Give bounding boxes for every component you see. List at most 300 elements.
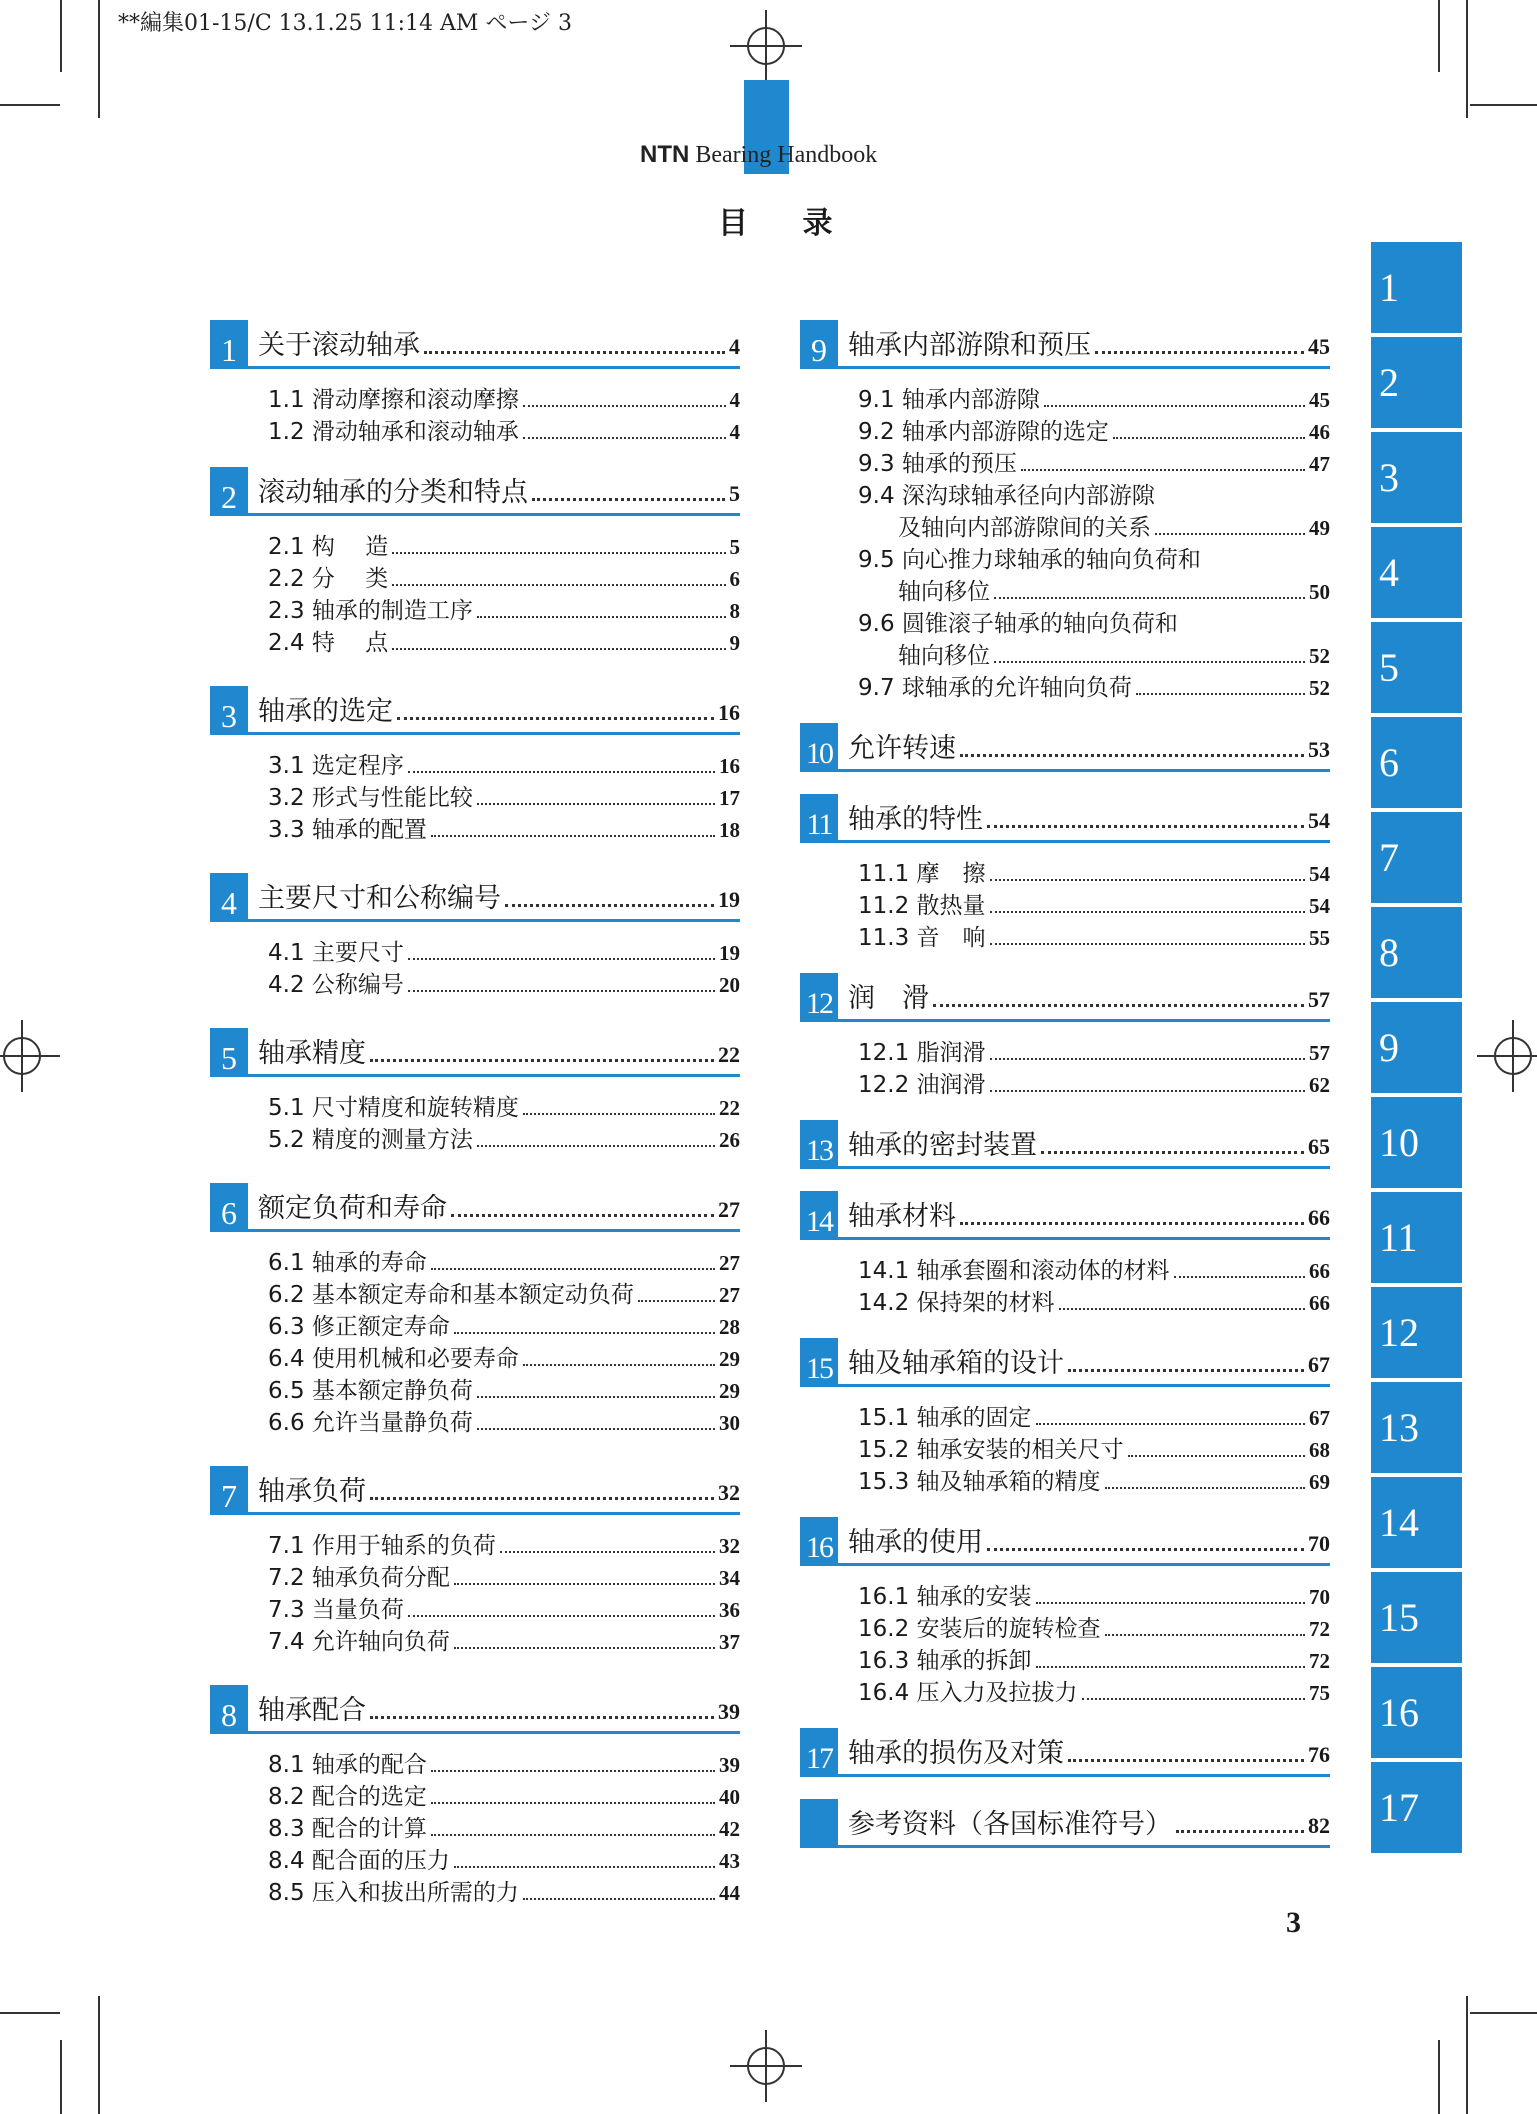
leader-dots <box>960 1222 1304 1225</box>
leader-dots <box>505 904 714 907</box>
section-page-number: 54 <box>1309 862 1330 886</box>
chapter-title-row <box>848 1341 1330 1384</box>
toc-chapter <box>800 1118 1330 1169</box>
section-title: 14.2 保持架的材料 <box>858 1290 1055 1316</box>
chapter-page-number: 5 <box>729 481 740 506</box>
chapter-tabs <box>1371 242 1462 1857</box>
section-entry[interactable] <box>268 1121 740 1153</box>
section-title: 14.1 轴承套圈和滚动体的材料 <box>858 1258 1170 1284</box>
crop-mark <box>0 104 60 106</box>
section-entry[interactable] <box>268 1276 740 1308</box>
section-page-number: 72 <box>1309 1649 1330 1673</box>
section-entry-line1[interactable]: 9.5 向心推力球轴承的轴向负荷和 <box>858 547 1201 573</box>
chapter-title: 轴承的密封装置 <box>848 1130 1037 1161</box>
section-entry-line1[interactable]: 9.4 深沟球轴承径向内部游隙 <box>858 483 1155 509</box>
section-title: 2.4 特 点 <box>268 630 389 656</box>
chapter-number-badge: 13 <box>800 1120 838 1166</box>
section-page-number: 75 <box>1309 1681 1330 1705</box>
chapter-tab-9[interactable]: 9 <box>1371 1002 1462 1093</box>
chapter-title-row <box>848 1731 1330 1774</box>
section-page-number: 16 <box>719 754 740 778</box>
section-entry[interactable] <box>268 1340 740 1372</box>
section-entry[interactable] <box>268 966 740 998</box>
chapter-page-number: 19 <box>718 887 740 912</box>
section-entry[interactable] <box>858 1674 1330 1706</box>
chapter-title-row <box>258 876 740 919</box>
section-title: 11.2 散热量 <box>858 893 986 919</box>
leader-dots <box>994 661 1305 663</box>
section-entry[interactable] <box>858 1610 1330 1642</box>
section-entry[interactable] <box>268 381 740 413</box>
section-title: 8.2 配合的选定 <box>268 1784 427 1810</box>
section-list <box>800 1240 1330 1316</box>
section-entry[interactable] <box>858 413 1330 445</box>
chapter-heading[interactable] <box>210 1683 740 1734</box>
section-title: 6.2 基本额定寿命和基本额定动负荷 <box>268 1282 634 1308</box>
leader-dots <box>1095 351 1304 354</box>
section-entry[interactable] <box>268 1527 740 1559</box>
chapter-tab-6[interactable]: 6 <box>1371 717 1462 808</box>
section-title: 5.1 尺寸精度和旋转精度 <box>268 1095 519 1121</box>
chapter-page-number: 45 <box>1308 334 1330 359</box>
section-list <box>210 1515 740 1655</box>
chapter-tab-10[interactable]: 10 <box>1371 1097 1462 1188</box>
section-list <box>210 922 740 998</box>
section-entry[interactable] <box>268 413 740 445</box>
leader-dots <box>638 1300 715 1302</box>
section-title: 15.3 轴及轴承箱的精度 <box>858 1469 1101 1495</box>
chapter-title: 轴承的特性 <box>848 804 983 835</box>
section-entry[interactable] <box>268 1842 740 1874</box>
chapter-title: 关于滚动轴承 <box>258 330 420 361</box>
chapter-heading[interactable] <box>210 684 740 735</box>
chapter-tab-2[interactable]: 2 <box>1371 337 1462 428</box>
section-page-number: 39 <box>719 1753 740 1777</box>
leader-dots <box>994 597 1305 599</box>
chapter-number-badge: 10 <box>800 723 838 769</box>
leader-dots <box>477 1145 715 1147</box>
section-page-number: 69 <box>1309 1470 1330 1494</box>
leader-dots <box>370 1059 714 1062</box>
crop-mark <box>0 2012 60 2014</box>
section-title: 9.2 轴承内部游隙的选定 <box>858 419 1109 445</box>
section-entry[interactable] <box>268 811 740 843</box>
chapter-number-badge: 14 <box>800 1191 838 1237</box>
chapter-title: 轴承精度 <box>258 1038 366 1069</box>
chapter-title: 轴承内部游隙和预压 <box>848 330 1091 361</box>
section-title: 16.1 轴承的安装 <box>858 1584 1032 1610</box>
leader-dots <box>1021 469 1305 471</box>
section-entry[interactable] <box>268 528 740 560</box>
leader-dots <box>408 771 715 773</box>
section-entry[interactable] <box>268 934 740 966</box>
leader-dots <box>431 835 715 837</box>
section-entry[interactable] <box>268 592 740 624</box>
leader-dots <box>397 717 714 720</box>
section-entry[interactable] <box>268 1404 740 1436</box>
section-entry[interactable] <box>858 381 1330 413</box>
toc-right-column <box>800 318 1330 1848</box>
section-entry[interactable] <box>268 1810 740 1842</box>
section-page-number: 27 <box>719 1283 740 1307</box>
leader-dots <box>392 552 725 554</box>
section-entry[interactable] <box>268 1591 740 1623</box>
chapter-title-row <box>848 797 1330 840</box>
section-title: 12.2 油润滑 <box>858 1072 986 1098</box>
crop-mark <box>60 0 62 72</box>
chapter-heading[interactable] <box>800 1726 1330 1777</box>
chapter-page-number: 57 <box>1308 987 1330 1012</box>
section-title: 轴向移位 <box>898 579 990 605</box>
leader-dots <box>370 1497 714 1500</box>
section-entry[interactable] <box>858 1066 1330 1098</box>
section-title: 5.2 精度的测量方法 <box>268 1127 473 1153</box>
toc-chapter <box>800 1336 1330 1495</box>
leader-dots <box>454 1583 715 1585</box>
section-page-number: 29 <box>719 1379 740 1403</box>
leader-dots <box>1082 1698 1305 1700</box>
chapter-number-badge: 1 <box>210 320 248 366</box>
chapter-heading[interactable] <box>800 971 1330 1022</box>
section-list <box>210 369 740 445</box>
handbook-title: Bearing Handbook <box>689 142 878 168</box>
leader-dots <box>1044 405 1305 407</box>
chapter-title-row <box>258 689 740 732</box>
chapter-tab-17[interactable]: 17 <box>1371 1762 1462 1853</box>
section-title: 15.2 轴承安装的相关尺寸 <box>858 1437 1124 1463</box>
chapter-tab-14[interactable]: 14 <box>1371 1477 1462 1568</box>
chapter-page-number: 66 <box>1308 1205 1330 1230</box>
leader-dots <box>523 437 726 439</box>
section-title: 11.1 摩 擦 <box>858 861 986 887</box>
leader-dots <box>370 1716 714 1719</box>
section-entry[interactable] <box>858 509 1330 541</box>
leader-dots <box>1068 1369 1304 1372</box>
leader-dots <box>1059 1308 1305 1310</box>
crop-mark <box>1438 0 1440 72</box>
section-title: 及轴向内部游隙间的关系 <box>898 515 1151 541</box>
chapter-title: 允许转速 <box>848 733 956 764</box>
chapter-page-number: 39 <box>718 1699 740 1724</box>
leader-dots <box>431 1802 715 1804</box>
section-entry[interactable] <box>858 887 1330 919</box>
chapter-heading[interactable] <box>210 871 740 922</box>
chapter-title-row <box>848 1520 1330 1563</box>
chapter-number-badge: 9 <box>800 320 838 366</box>
section-page-number: 68 <box>1309 1438 1330 1462</box>
section-entry[interactable] <box>268 1244 740 1276</box>
section-page-number: 4 <box>729 420 740 444</box>
section-title: 2.3 轴承的制造工序 <box>268 598 473 624</box>
chapter-title-row <box>848 1194 1330 1237</box>
leader-dots <box>477 1428 715 1430</box>
chapter-page-number: 32 <box>718 1480 740 1505</box>
chapter-page-number: 22 <box>718 1042 740 1067</box>
leader-dots <box>523 405 726 407</box>
chapter-title: 主要尺寸和公称编号 <box>258 883 501 914</box>
section-entry[interactable] <box>858 1399 1330 1431</box>
section-page-number: 46 <box>1309 420 1330 444</box>
section-page-number: 47 <box>1309 452 1330 476</box>
chapter-title-row <box>258 1031 740 1074</box>
leader-dots <box>990 879 1305 881</box>
crop-mark <box>60 2040 62 2114</box>
chapter-heading[interactable] <box>210 1181 740 1232</box>
chapter-heading[interactable] <box>800 1336 1330 1387</box>
chapter-heading[interactable] <box>800 1515 1330 1566</box>
leader-dots <box>424 351 725 354</box>
section-entry[interactable] <box>858 1034 1330 1066</box>
chapter-title: 轴承负荷 <box>258 1476 366 1507</box>
section-title: 6.6 允许当量静负荷 <box>268 1410 473 1436</box>
section-page-number: 67 <box>1309 1406 1330 1430</box>
chapter-tab-5[interactable]: 5 <box>1371 622 1462 713</box>
section-title: 6.1 轴承的寿命 <box>268 1250 427 1276</box>
section-page-number: 55 <box>1309 926 1330 950</box>
section-entry-line1[interactable]: 9.6 圆锥滚子轴承的轴向负荷和 <box>858 611 1178 637</box>
chapter-page-number: 16 <box>718 700 740 725</box>
chapter-page-number: 67 <box>1308 1352 1330 1377</box>
toc-chapter <box>210 871 740 998</box>
leader-dots <box>933 1004 1304 1007</box>
section-title: 2.2 分 类 <box>268 566 389 592</box>
registration-mark-icon <box>730 10 802 82</box>
section-page-number: 5 <box>729 535 740 559</box>
leader-dots <box>523 1364 715 1366</box>
section-page-number: 30 <box>719 1411 740 1435</box>
section-page-number: 32 <box>719 1534 740 1558</box>
section-title: 16.3 轴承的拆卸 <box>858 1648 1032 1674</box>
section-page-number: 19 <box>719 941 740 965</box>
leader-dots <box>454 1332 715 1334</box>
section-list <box>800 843 1330 951</box>
section-entry[interactable] <box>858 573 1330 605</box>
section-entry[interactable] <box>268 624 740 656</box>
chapter-heading[interactable] <box>800 1189 1330 1240</box>
section-entry[interactable] <box>268 1778 740 1810</box>
section-page-number: 52 <box>1309 644 1330 668</box>
section-entry[interactable] <box>268 1372 740 1404</box>
chapter-title-row <box>258 470 740 513</box>
section-title: 16.4 压入力及拉拔力 <box>858 1680 1078 1706</box>
section-entry[interactable] <box>268 560 740 592</box>
chapter-title-row <box>258 1469 740 1512</box>
section-entry[interactable] <box>858 1431 1330 1463</box>
chapter-tab-8[interactable]: 8 <box>1371 907 1462 998</box>
leader-dots <box>1136 693 1305 695</box>
toc-chapter <box>210 1464 740 1655</box>
chapter-heading[interactable] <box>210 1464 740 1515</box>
leader-dots <box>990 1090 1305 1092</box>
chapter-heading[interactable] <box>210 1026 740 1077</box>
toc-chapter <box>800 792 1330 951</box>
chapter-number-badge: 15 <box>800 1338 838 1384</box>
chapter-number-badge: 4 <box>210 873 248 919</box>
section-page-number: 72 <box>1309 1617 1330 1641</box>
chapter-tab-3[interactable]: 3 <box>1371 432 1462 523</box>
leader-dots <box>990 911 1305 913</box>
section-entry[interactable] <box>858 1284 1330 1316</box>
section-entry[interactable] <box>268 1089 740 1121</box>
chapter-tab-12[interactable]: 12 <box>1371 1287 1462 1378</box>
chapter-tab-7[interactable]: 7 <box>1371 812 1462 903</box>
section-list <box>210 1077 740 1153</box>
chapter-heading[interactable] <box>800 1797 1330 1848</box>
section-page-number: 40 <box>719 1785 740 1809</box>
section-entry[interactable] <box>268 747 740 779</box>
section-entry[interactable] <box>858 1252 1330 1284</box>
chapter-title-row <box>848 726 1330 769</box>
section-list <box>800 1566 1330 1706</box>
section-page-number: 52 <box>1309 676 1330 700</box>
chapter-heading[interactable] <box>210 318 740 369</box>
section-list <box>210 1232 740 1436</box>
section-entry[interactable] <box>858 1642 1330 1674</box>
section-title: 6.5 基本额定静负荷 <box>268 1378 473 1404</box>
section-page-number: 36 <box>719 1598 740 1622</box>
leader-dots <box>1174 1276 1305 1278</box>
section-page-number: 44 <box>719 1881 740 1905</box>
leader-dots <box>408 958 715 960</box>
chapter-title-row <box>258 1186 740 1229</box>
chapter-tab-4[interactable]: 4 <box>1371 527 1462 618</box>
chapter-number-badge <box>800 1799 838 1845</box>
section-page-number: 18 <box>719 818 740 842</box>
chapter-number-badge: 7 <box>210 1466 248 1512</box>
leader-dots <box>451 1214 714 1217</box>
print-slug: **編集01-15/C 13.1.25 11:14 AM ページ 3 <box>118 11 572 36</box>
section-list <box>800 1387 1330 1495</box>
chapter-tab-13[interactable]: 13 <box>1371 1382 1462 1473</box>
section-entry[interactable] <box>858 1578 1330 1610</box>
section-entry[interactable] <box>858 919 1330 951</box>
section-entry[interactable] <box>268 1559 740 1591</box>
chapter-tab-1[interactable]: 1 <box>1371 242 1462 333</box>
section-title: 9.7 球轴承的允许轴向负荷 <box>858 675 1132 701</box>
leader-dots <box>1105 1634 1305 1636</box>
leader-dots <box>987 1548 1304 1551</box>
chapter-title: 轴及轴承箱的设计 <box>848 1348 1064 1379</box>
section-title: 7.4 允许轴向负荷 <box>268 1629 450 1655</box>
chapter-page-number: 53 <box>1308 737 1330 762</box>
chapter-title: 轴承的选定 <box>258 696 393 727</box>
toc-chapter <box>210 318 740 445</box>
chapter-tab-16[interactable]: 16 <box>1371 1667 1462 1758</box>
section-page-number: 26 <box>719 1128 740 1152</box>
section-entry[interactable] <box>268 1874 740 1906</box>
leader-dots <box>392 584 725 586</box>
leader-dots <box>454 1647 715 1649</box>
section-page-number: 4 <box>729 388 740 412</box>
section-page-number: 66 <box>1309 1259 1330 1283</box>
leader-dots <box>990 1058 1305 1060</box>
chapter-title-row <box>848 1802 1330 1845</box>
section-title: 4.1 主要尺寸 <box>268 940 404 966</box>
crop-mark <box>1470 104 1537 106</box>
section-page-number: 49 <box>1309 516 1330 540</box>
section-title: 15.1 轴承的固定 <box>858 1405 1032 1431</box>
leader-dots <box>408 1615 715 1617</box>
section-list <box>800 369 1330 701</box>
section-entry[interactable] <box>858 1463 1330 1495</box>
leader-dots <box>392 648 725 650</box>
running-header <box>640 140 877 169</box>
toc-chapter <box>210 465 740 656</box>
chapter-heading[interactable] <box>800 1118 1330 1169</box>
toc-chapter <box>800 1797 1330 1848</box>
chapter-title: 参考资料（各国标准符号） <box>848 1809 1172 1840</box>
section-entry[interactable] <box>268 1308 740 1340</box>
chapter-heading[interactable] <box>800 318 1330 369</box>
chapter-heading[interactable] <box>800 721 1330 772</box>
section-title: 3.1 选定程序 <box>268 753 404 779</box>
leader-dots <box>477 616 726 618</box>
section-entry[interactable] <box>858 445 1330 477</box>
section-title: 4.2 公称编号 <box>268 972 404 998</box>
chapter-heading[interactable] <box>210 465 740 516</box>
leader-dots <box>1128 1455 1305 1457</box>
section-entry[interactable] <box>858 669 1330 701</box>
toc-chapter <box>210 1181 740 1436</box>
section-page-number: 9 <box>729 631 740 655</box>
section-page-number: 70 <box>1309 1585 1330 1609</box>
chapter-page-number: 70 <box>1308 1531 1330 1556</box>
section-entry[interactable] <box>858 637 1330 669</box>
chapter-heading[interactable] <box>800 792 1330 843</box>
section-title: 16.2 安装后的旋转检查 <box>858 1616 1101 1642</box>
section-page-number: 22 <box>719 1096 740 1120</box>
section-title: 9.1 轴承内部游隙 <box>858 387 1040 413</box>
chapter-tab-15[interactable]: 15 <box>1371 1572 1462 1663</box>
leader-dots <box>454 1866 715 1868</box>
crop-mark <box>98 1996 100 2114</box>
toc-left-column <box>210 318 740 1906</box>
section-entry[interactable] <box>268 1623 740 1655</box>
section-page-number: 50 <box>1309 580 1330 604</box>
section-entry[interactable] <box>858 855 1330 887</box>
chapter-page-number: 82 <box>1308 1813 1330 1838</box>
toc-chapter <box>210 1026 740 1153</box>
section-entry[interactable] <box>268 779 740 811</box>
chapter-page-number: 27 <box>718 1197 740 1222</box>
toc-chapter <box>800 721 1330 772</box>
chapter-number-badge: 16 <box>800 1517 838 1563</box>
chapter-title: 润 滑 <box>848 983 929 1014</box>
leader-dots <box>500 1551 715 1553</box>
crop-mark <box>1466 0 1468 118</box>
section-title: 2.1 构 造 <box>268 534 389 560</box>
chapter-title-row <box>848 323 1330 366</box>
section-page-number: 34 <box>719 1566 740 1590</box>
section-entry[interactable] <box>268 1746 740 1778</box>
section-title: 7.2 轴承负荷分配 <box>268 1565 450 1591</box>
section-page-number: 57 <box>1309 1041 1330 1065</box>
crop-mark <box>98 0 100 118</box>
leader-dots <box>1068 1759 1304 1762</box>
crop-mark <box>1466 1996 1468 2114</box>
section-page-number: 43 <box>719 1849 740 1873</box>
leader-dots <box>523 1898 715 1900</box>
section-title: 6.3 修正额定寿命 <box>268 1314 450 1340</box>
leader-dots <box>1113 437 1305 439</box>
section-title: 1.2 滑动轴承和滚动轴承 <box>268 419 519 445</box>
chapter-number-badge: 12 <box>800 973 838 1019</box>
section-title: 8.1 轴承的配合 <box>268 1752 427 1778</box>
chapter-tab-11[interactable]: 11 <box>1371 1192 1462 1283</box>
leader-dots <box>1105 1487 1305 1489</box>
toc-chapter <box>800 1189 1330 1316</box>
leader-dots <box>1036 1666 1305 1668</box>
